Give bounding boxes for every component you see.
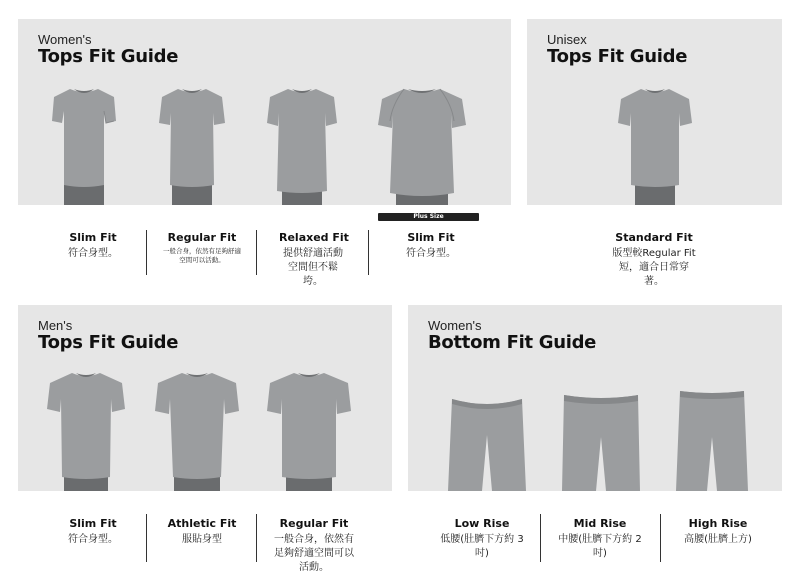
fit-description: 符合身型。 bbox=[68, 248, 118, 259]
fit-description: 符合身型。 bbox=[406, 248, 456, 259]
divider bbox=[146, 230, 147, 275]
women-bottoms-panel bbox=[408, 305, 782, 491]
fit-name: High Rise bbox=[688, 517, 748, 530]
divider bbox=[256, 514, 257, 562]
fit-name: Regular Fit bbox=[279, 517, 349, 530]
fit-name: Slim Fit bbox=[407, 231, 455, 244]
unisex-tops-title: Tops Fit Guide bbox=[547, 46, 688, 67]
women-tops-panel bbox=[18, 19, 511, 205]
men-tops-panel bbox=[18, 305, 392, 491]
women-bottoms-title: Bottom Fit Guide bbox=[428, 332, 597, 353]
mid-rise-bottoms-figure bbox=[558, 391, 644, 491]
fit-name: Standard Fit bbox=[615, 231, 693, 244]
fit-description: 低腰(肚臍下方約 3 吋) bbox=[440, 534, 524, 559]
women-bottoms-fit-caption-2 bbox=[555, 517, 645, 561]
women-bottoms-fit-caption-1 bbox=[440, 517, 524, 561]
fit-name: Athletic Fit bbox=[167, 517, 237, 530]
fit-description: 符合身型。 bbox=[68, 534, 118, 545]
men-regular-fit-tee-figure bbox=[264, 365, 354, 491]
women-tops-fit-caption-1 bbox=[48, 231, 138, 261]
divider bbox=[368, 230, 369, 275]
fit-description: 一般合身，依然有足夠舒適空間可以活動。 bbox=[163, 247, 241, 264]
women-tops-subtitle: Women's bbox=[38, 32, 92, 47]
fit-description: 高腰(肚臍上方) bbox=[684, 534, 752, 545]
women-regular-fit-tee-figure bbox=[156, 81, 228, 205]
divider bbox=[540, 514, 541, 562]
fit-name: Regular Fit bbox=[167, 231, 237, 244]
divider bbox=[146, 514, 147, 562]
women-bottoms-fit-caption-3 bbox=[670, 517, 766, 547]
fit-description: 中腰(肚臍下方約 2 吋) bbox=[558, 534, 642, 559]
fit-name: Low Rise bbox=[454, 517, 510, 530]
fit-description: 版型較Regular Fit短，適合日常穿著。 bbox=[612, 248, 696, 287]
divider bbox=[256, 230, 257, 275]
women-plus-size-slim-fit-tee-figure bbox=[374, 81, 470, 205]
plus-size-badge: Plus Size bbox=[378, 213, 479, 221]
women-tops-fit-caption-4 bbox=[386, 231, 476, 261]
women-tops-fit-caption-3 bbox=[279, 231, 347, 289]
men-athletic-fit-tee-figure bbox=[152, 365, 242, 491]
women-tops-fit-caption-2 bbox=[160, 231, 244, 265]
fit-description: 服貼身型 bbox=[182, 534, 222, 545]
divider bbox=[660, 514, 661, 562]
unisex-tops-subtitle: Unisex bbox=[547, 32, 587, 47]
women-bottoms-subtitle: Women's bbox=[428, 318, 482, 333]
women-slim-fit-tee-figure bbox=[48, 81, 120, 205]
men-tops-fit-caption-1 bbox=[48, 517, 138, 547]
fit-name: Slim Fit bbox=[69, 231, 117, 244]
unisex-tops-fit-caption-1 bbox=[612, 231, 696, 289]
low-rise-bottoms-figure bbox=[444, 395, 530, 491]
unisex-standard-fit-tee-figure bbox=[615, 81, 695, 205]
men-tops-fit-caption-3 bbox=[272, 517, 356, 575]
fit-name: Mid Rise bbox=[573, 517, 627, 530]
men-tops-subtitle: Men's bbox=[38, 318, 73, 333]
unisex-tops-panel bbox=[527, 19, 782, 205]
men-tops-fit-caption-2 bbox=[160, 517, 244, 547]
fit-name: Slim Fit bbox=[69, 517, 117, 530]
women-relaxed-fit-tee-figure bbox=[264, 81, 340, 205]
men-slim-fit-tee-figure bbox=[44, 365, 128, 491]
men-tops-title: Tops Fit Guide bbox=[38, 332, 179, 353]
fit-description: 一般合身，依然有足夠舒適空間可以活動。 bbox=[274, 534, 354, 573]
fit-name: Relaxed Fit bbox=[279, 231, 349, 244]
women-tops-title: Tops Fit Guide bbox=[38, 46, 179, 67]
high-rise-bottoms-figure bbox=[674, 387, 750, 491]
fit-description: 提供舒適活動空間但不鬆垮。 bbox=[283, 248, 343, 287]
